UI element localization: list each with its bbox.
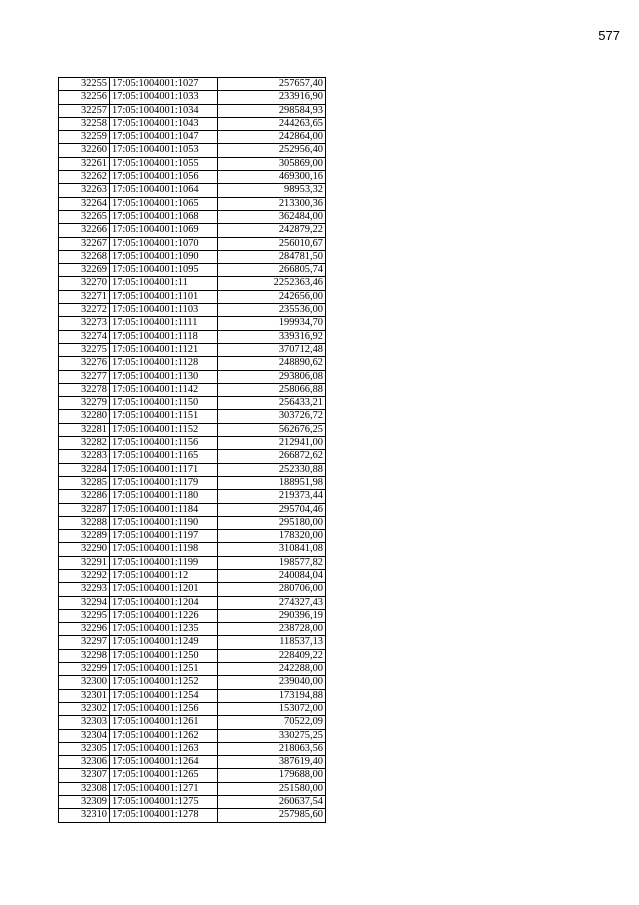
- cadastral-number-cell: 17:05:1004001:1130: [110, 370, 218, 383]
- cadastral-number-cell: 17:05:1004001:1262: [110, 729, 218, 742]
- table-row: [59, 543, 326, 556]
- value-cell: 387619,40: [218, 756, 326, 769]
- cadastral-number-cell: 17:05:1004001:1190: [110, 516, 218, 529]
- cadastral-number-cell: 17:05:1004001:1265: [110, 769, 218, 782]
- row-number-cell: 32301: [59, 689, 110, 702]
- value-cell: 330275,25: [218, 729, 326, 742]
- row-number-cell: 32271: [59, 290, 110, 303]
- cadastral-number-cell: 17:05:1004001:1263: [110, 742, 218, 755]
- table-row: [59, 596, 326, 609]
- cadastral-number-cell: 17:05:1004001:1128: [110, 357, 218, 370]
- table-row: [59, 277, 326, 290]
- table-row: [59, 370, 326, 383]
- cadastral-number-cell: 17:05:1004001:1069: [110, 224, 218, 237]
- table-row: [59, 769, 326, 782]
- table-row: [59, 437, 326, 450]
- table-row: [59, 516, 326, 529]
- table-row: [59, 756, 326, 769]
- cadastral-number-cell: 17:05:1004001:1165: [110, 450, 218, 463]
- cadastral-number-cell: 17:05:1004001:1204: [110, 596, 218, 609]
- row-number-cell: 32259: [59, 131, 110, 144]
- value-cell: 295180,00: [218, 516, 326, 529]
- cadastral-number-cell: 17:05:1004001:1150: [110, 397, 218, 410]
- cadastral-number-cell: 17:05:1004001:1103: [110, 304, 218, 317]
- row-number-cell: 32292: [59, 569, 110, 582]
- value-cell: 70522,09: [218, 716, 326, 729]
- table-row: [59, 330, 326, 343]
- table-row: [59, 237, 326, 250]
- value-cell: 266872,62: [218, 450, 326, 463]
- cadastral-number-cell: 17:05:1004001:1256: [110, 702, 218, 715]
- cadastral-number-cell: 17:05:1004001:1068: [110, 210, 218, 223]
- cadastral-number-cell: 17:05:1004001:1251: [110, 663, 218, 676]
- table-row: [59, 729, 326, 742]
- cadastral-number-cell: 17:05:1004001:1271: [110, 782, 218, 795]
- table-row: [59, 503, 326, 516]
- row-number-cell: 32290: [59, 543, 110, 556]
- value-cell: 179688,00: [218, 769, 326, 782]
- row-number-cell: 32257: [59, 104, 110, 117]
- value-cell: 242656,00: [218, 290, 326, 303]
- cadastral-number-cell: 17:05:1004001:12: [110, 569, 218, 582]
- row-number-cell: 32299: [59, 663, 110, 676]
- row-number-cell: 32293: [59, 583, 110, 596]
- row-number-cell: 32277: [59, 370, 110, 383]
- value-cell: 251580,00: [218, 782, 326, 795]
- table-row: [59, 304, 326, 317]
- value-cell: 562676,25: [218, 423, 326, 436]
- cadastral-number-cell: 17:05:1004001:1199: [110, 556, 218, 569]
- value-cell: 213300,36: [218, 197, 326, 210]
- table-row: [59, 636, 326, 649]
- table-row: [59, 157, 326, 170]
- table-row: [59, 702, 326, 715]
- value-cell: 118537,13: [218, 636, 326, 649]
- row-number-cell: 32270: [59, 277, 110, 290]
- table-row: [59, 144, 326, 157]
- value-cell: 188951,98: [218, 476, 326, 489]
- row-number-cell: 32280: [59, 410, 110, 423]
- cadastral-number-cell: 17:05:1004001:1090: [110, 250, 218, 263]
- cadastral-number-cell: 17:05:1004001:1252: [110, 676, 218, 689]
- cadastral-number-cell: 17:05:1004001:1201: [110, 583, 218, 596]
- row-number-cell: 32273: [59, 317, 110, 330]
- cadastral-number-cell: 17:05:1004001:1121: [110, 343, 218, 356]
- row-number-cell: 32305: [59, 742, 110, 755]
- row-number-cell: 32275: [59, 343, 110, 356]
- row-number-cell: 32272: [59, 304, 110, 317]
- cadastral-number-cell: 17:05:1004001:1027: [110, 78, 218, 91]
- table-row: [59, 556, 326, 569]
- row-number-cell: 32279: [59, 397, 110, 410]
- row-number-cell: 32302: [59, 702, 110, 715]
- cadastral-number-cell: 17:05:1004001:1043: [110, 117, 218, 130]
- cadastral-number-cell: 17:05:1004001:1278: [110, 809, 218, 822]
- cadastral-number-cell: 17:05:1004001:1249: [110, 636, 218, 649]
- table-row: [59, 197, 326, 210]
- table-row: [59, 210, 326, 223]
- table-body: [59, 78, 326, 823]
- table-row: [59, 104, 326, 117]
- row-number-cell: 32297: [59, 636, 110, 649]
- row-number-cell: 32309: [59, 796, 110, 809]
- table-row: [59, 716, 326, 729]
- cadastral-number-cell: 17:05:1004001:1151: [110, 410, 218, 423]
- table-row: [59, 569, 326, 582]
- cadastral-number-cell: 17:05:1004001:1034: [110, 104, 218, 117]
- row-number-cell: 32285: [59, 476, 110, 489]
- row-number-cell: 32268: [59, 250, 110, 263]
- value-cell: 248890,62: [218, 357, 326, 370]
- cadastral-number-cell: 17:05:1004001:1118: [110, 330, 218, 343]
- value-cell: 257657,40: [218, 78, 326, 91]
- table-row: [59, 609, 326, 622]
- value-cell: 310841,08: [218, 543, 326, 556]
- value-cell: 469300,16: [218, 171, 326, 184]
- value-cell: 260637,54: [218, 796, 326, 809]
- table-row: [59, 796, 326, 809]
- value-cell: 305869,00: [218, 157, 326, 170]
- row-number-cell: 32282: [59, 437, 110, 450]
- row-number-cell: 32284: [59, 463, 110, 476]
- cadastral-number-cell: 17:05:1004001:1101: [110, 290, 218, 303]
- row-number-cell: 32274: [59, 330, 110, 343]
- row-number-cell: 32296: [59, 623, 110, 636]
- row-number-cell: 32300: [59, 676, 110, 689]
- row-number-cell: 32283: [59, 450, 110, 463]
- row-number-cell: 32287: [59, 503, 110, 516]
- value-cell: 244263,65: [218, 117, 326, 130]
- row-number-cell: 32258: [59, 117, 110, 130]
- value-cell: 233916,90: [218, 91, 326, 104]
- cadastral-number-cell: 17:05:1004001:1033: [110, 91, 218, 104]
- row-number-cell: 32260: [59, 144, 110, 157]
- value-cell: 178320,00: [218, 530, 326, 543]
- row-number-cell: 32256: [59, 91, 110, 104]
- value-cell: 258066,88: [218, 383, 326, 396]
- value-cell: 290396,19: [218, 609, 326, 622]
- value-cell: 242879,22: [218, 224, 326, 237]
- cadastral-number-cell: 17:05:1004001:1171: [110, 463, 218, 476]
- row-number-cell: 32307: [59, 769, 110, 782]
- value-cell: 219373,44: [218, 490, 326, 503]
- value-cell: 256010,67: [218, 237, 326, 250]
- cadastral-number-cell: 17:05:1004001:1264: [110, 756, 218, 769]
- table-row: [59, 91, 326, 104]
- row-number-cell: 32278: [59, 383, 110, 396]
- table-row: [59, 78, 326, 91]
- cadastral-number-cell: 17:05:1004001:1254: [110, 689, 218, 702]
- cadastral-number-cell: 17:05:1004001:1064: [110, 184, 218, 197]
- value-cell: 2252363,46: [218, 277, 326, 290]
- value-cell: 370712,48: [218, 343, 326, 356]
- cadastral-number-cell: 17:05:1004001:1065: [110, 197, 218, 210]
- cadastral-number-cell: 17:05:1004001:1152: [110, 423, 218, 436]
- cadastral-number-cell: 17:05:1004001:1226: [110, 609, 218, 622]
- cadastral-number-cell: 17:05:1004001:1179: [110, 476, 218, 489]
- row-number-cell: 32303: [59, 716, 110, 729]
- table-row: [59, 663, 326, 676]
- table-row: [59, 317, 326, 330]
- table-row: [59, 343, 326, 356]
- row-number-cell: 32295: [59, 609, 110, 622]
- table-row: [59, 463, 326, 476]
- value-cell: 218063,56: [218, 742, 326, 755]
- cadastral-number-cell: 17:05:1004001:11: [110, 277, 218, 290]
- value-cell: 240084,04: [218, 569, 326, 582]
- table-row: [59, 224, 326, 237]
- table-row: [59, 676, 326, 689]
- value-cell: 198577,82: [218, 556, 326, 569]
- value-cell: 238728,00: [218, 623, 326, 636]
- table-row: [59, 131, 326, 144]
- table-row: [59, 530, 326, 543]
- value-cell: 153072,00: [218, 702, 326, 715]
- row-number-cell: 32286: [59, 490, 110, 503]
- row-number-cell: 32265: [59, 210, 110, 223]
- table-row: [59, 383, 326, 396]
- table-row: [59, 397, 326, 410]
- value-cell: 293806,08: [218, 370, 326, 383]
- value-cell: 257985,60: [218, 809, 326, 822]
- row-number-cell: 32267: [59, 237, 110, 250]
- value-cell: 284781,50: [218, 250, 326, 263]
- table-row: [59, 782, 326, 795]
- value-cell: 252956,40: [218, 144, 326, 157]
- table-row: [59, 117, 326, 130]
- table-row: [59, 476, 326, 489]
- cadastral-number-cell: 17:05:1004001:1180: [110, 490, 218, 503]
- row-number-cell: 32262: [59, 171, 110, 184]
- table-row: [59, 742, 326, 755]
- value-cell: 98953,32: [218, 184, 326, 197]
- table-row: [59, 264, 326, 277]
- value-cell: 239040,00: [218, 676, 326, 689]
- value-cell: 235536,00: [218, 304, 326, 317]
- value-cell: 252330,88: [218, 463, 326, 476]
- table-row: [59, 583, 326, 596]
- cadastral-number-cell: 17:05:1004001:1055: [110, 157, 218, 170]
- row-number-cell: 32298: [59, 649, 110, 662]
- value-cell: 362484,00: [218, 210, 326, 223]
- row-number-cell: 32263: [59, 184, 110, 197]
- row-number-cell: 32294: [59, 596, 110, 609]
- table-row: [59, 649, 326, 662]
- cadastral-number-cell: 17:05:1004001:1197: [110, 530, 218, 543]
- value-cell: 212941,00: [218, 437, 326, 450]
- value-cell: 242864,00: [218, 131, 326, 144]
- row-number-cell: 32304: [59, 729, 110, 742]
- table-row: [59, 171, 326, 184]
- cadastral-number-cell: 17:05:1004001:1198: [110, 543, 218, 556]
- row-number-cell: 32276: [59, 357, 110, 370]
- value-cell: 280706,00: [218, 583, 326, 596]
- row-number-cell: 32266: [59, 224, 110, 237]
- row-number-cell: 32288: [59, 516, 110, 529]
- value-cell: 256433,21: [218, 397, 326, 410]
- cadastral-number-cell: 17:05:1004001:1261: [110, 716, 218, 729]
- cadastral-number-cell: 17:05:1004001:1070: [110, 237, 218, 250]
- table-row: [59, 357, 326, 370]
- table-row: [59, 490, 326, 503]
- row-number-cell: 32264: [59, 197, 110, 210]
- table-row: [59, 809, 326, 822]
- value-cell: 242288,00: [218, 663, 326, 676]
- cadastral-number-cell: 17:05:1004001:1250: [110, 649, 218, 662]
- page-number: 577: [598, 28, 620, 43]
- value-cell: 199934,70: [218, 317, 326, 330]
- table-row: [59, 410, 326, 423]
- cadastral-number-cell: 17:05:1004001:1056: [110, 171, 218, 184]
- row-number-cell: 32261: [59, 157, 110, 170]
- value-cell: 228409,22: [218, 649, 326, 662]
- row-number-cell: 32306: [59, 756, 110, 769]
- table-row: [59, 184, 326, 197]
- cadastral-number-cell: 17:05:1004001:1156: [110, 437, 218, 450]
- row-number-cell: 32308: [59, 782, 110, 795]
- value-cell: 274327,43: [218, 596, 326, 609]
- value-cell: 339316,92: [218, 330, 326, 343]
- table-row: [59, 250, 326, 263]
- value-cell: 295704,46: [218, 503, 326, 516]
- row-number-cell: 32310: [59, 809, 110, 822]
- row-number-cell: 32291: [59, 556, 110, 569]
- table-row: [59, 290, 326, 303]
- value-cell: 266805,74: [218, 264, 326, 277]
- table-row: [59, 689, 326, 702]
- row-number-cell: 32255: [59, 78, 110, 91]
- table-row: [59, 423, 326, 436]
- row-number-cell: 32281: [59, 423, 110, 436]
- row-number-cell: 32289: [59, 530, 110, 543]
- table-row: [59, 450, 326, 463]
- value-cell: 298584,93: [218, 104, 326, 117]
- value-cell: 173194,88: [218, 689, 326, 702]
- cadastral-number-cell: 17:05:1004001:1095: [110, 264, 218, 277]
- cadastral-number-cell: 17:05:1004001:1047: [110, 131, 218, 144]
- value-cell: 303726,72: [218, 410, 326, 423]
- row-number-cell: 32269: [59, 264, 110, 277]
- cadastral-number-cell: 17:05:1004001:1184: [110, 503, 218, 516]
- cadastral-number-cell: 17:05:1004001:1053: [110, 144, 218, 157]
- cadastral-number-cell: 17:05:1004001:1142: [110, 383, 218, 396]
- cadastral-number-cell: 17:05:1004001:1235: [110, 623, 218, 636]
- cadastral-number-cell: 17:05:1004001:1111: [110, 317, 218, 330]
- table-row: [59, 623, 326, 636]
- cadastral-number-cell: 17:05:1004001:1275: [110, 796, 218, 809]
- cadastral-value-table: [58, 77, 326, 823]
